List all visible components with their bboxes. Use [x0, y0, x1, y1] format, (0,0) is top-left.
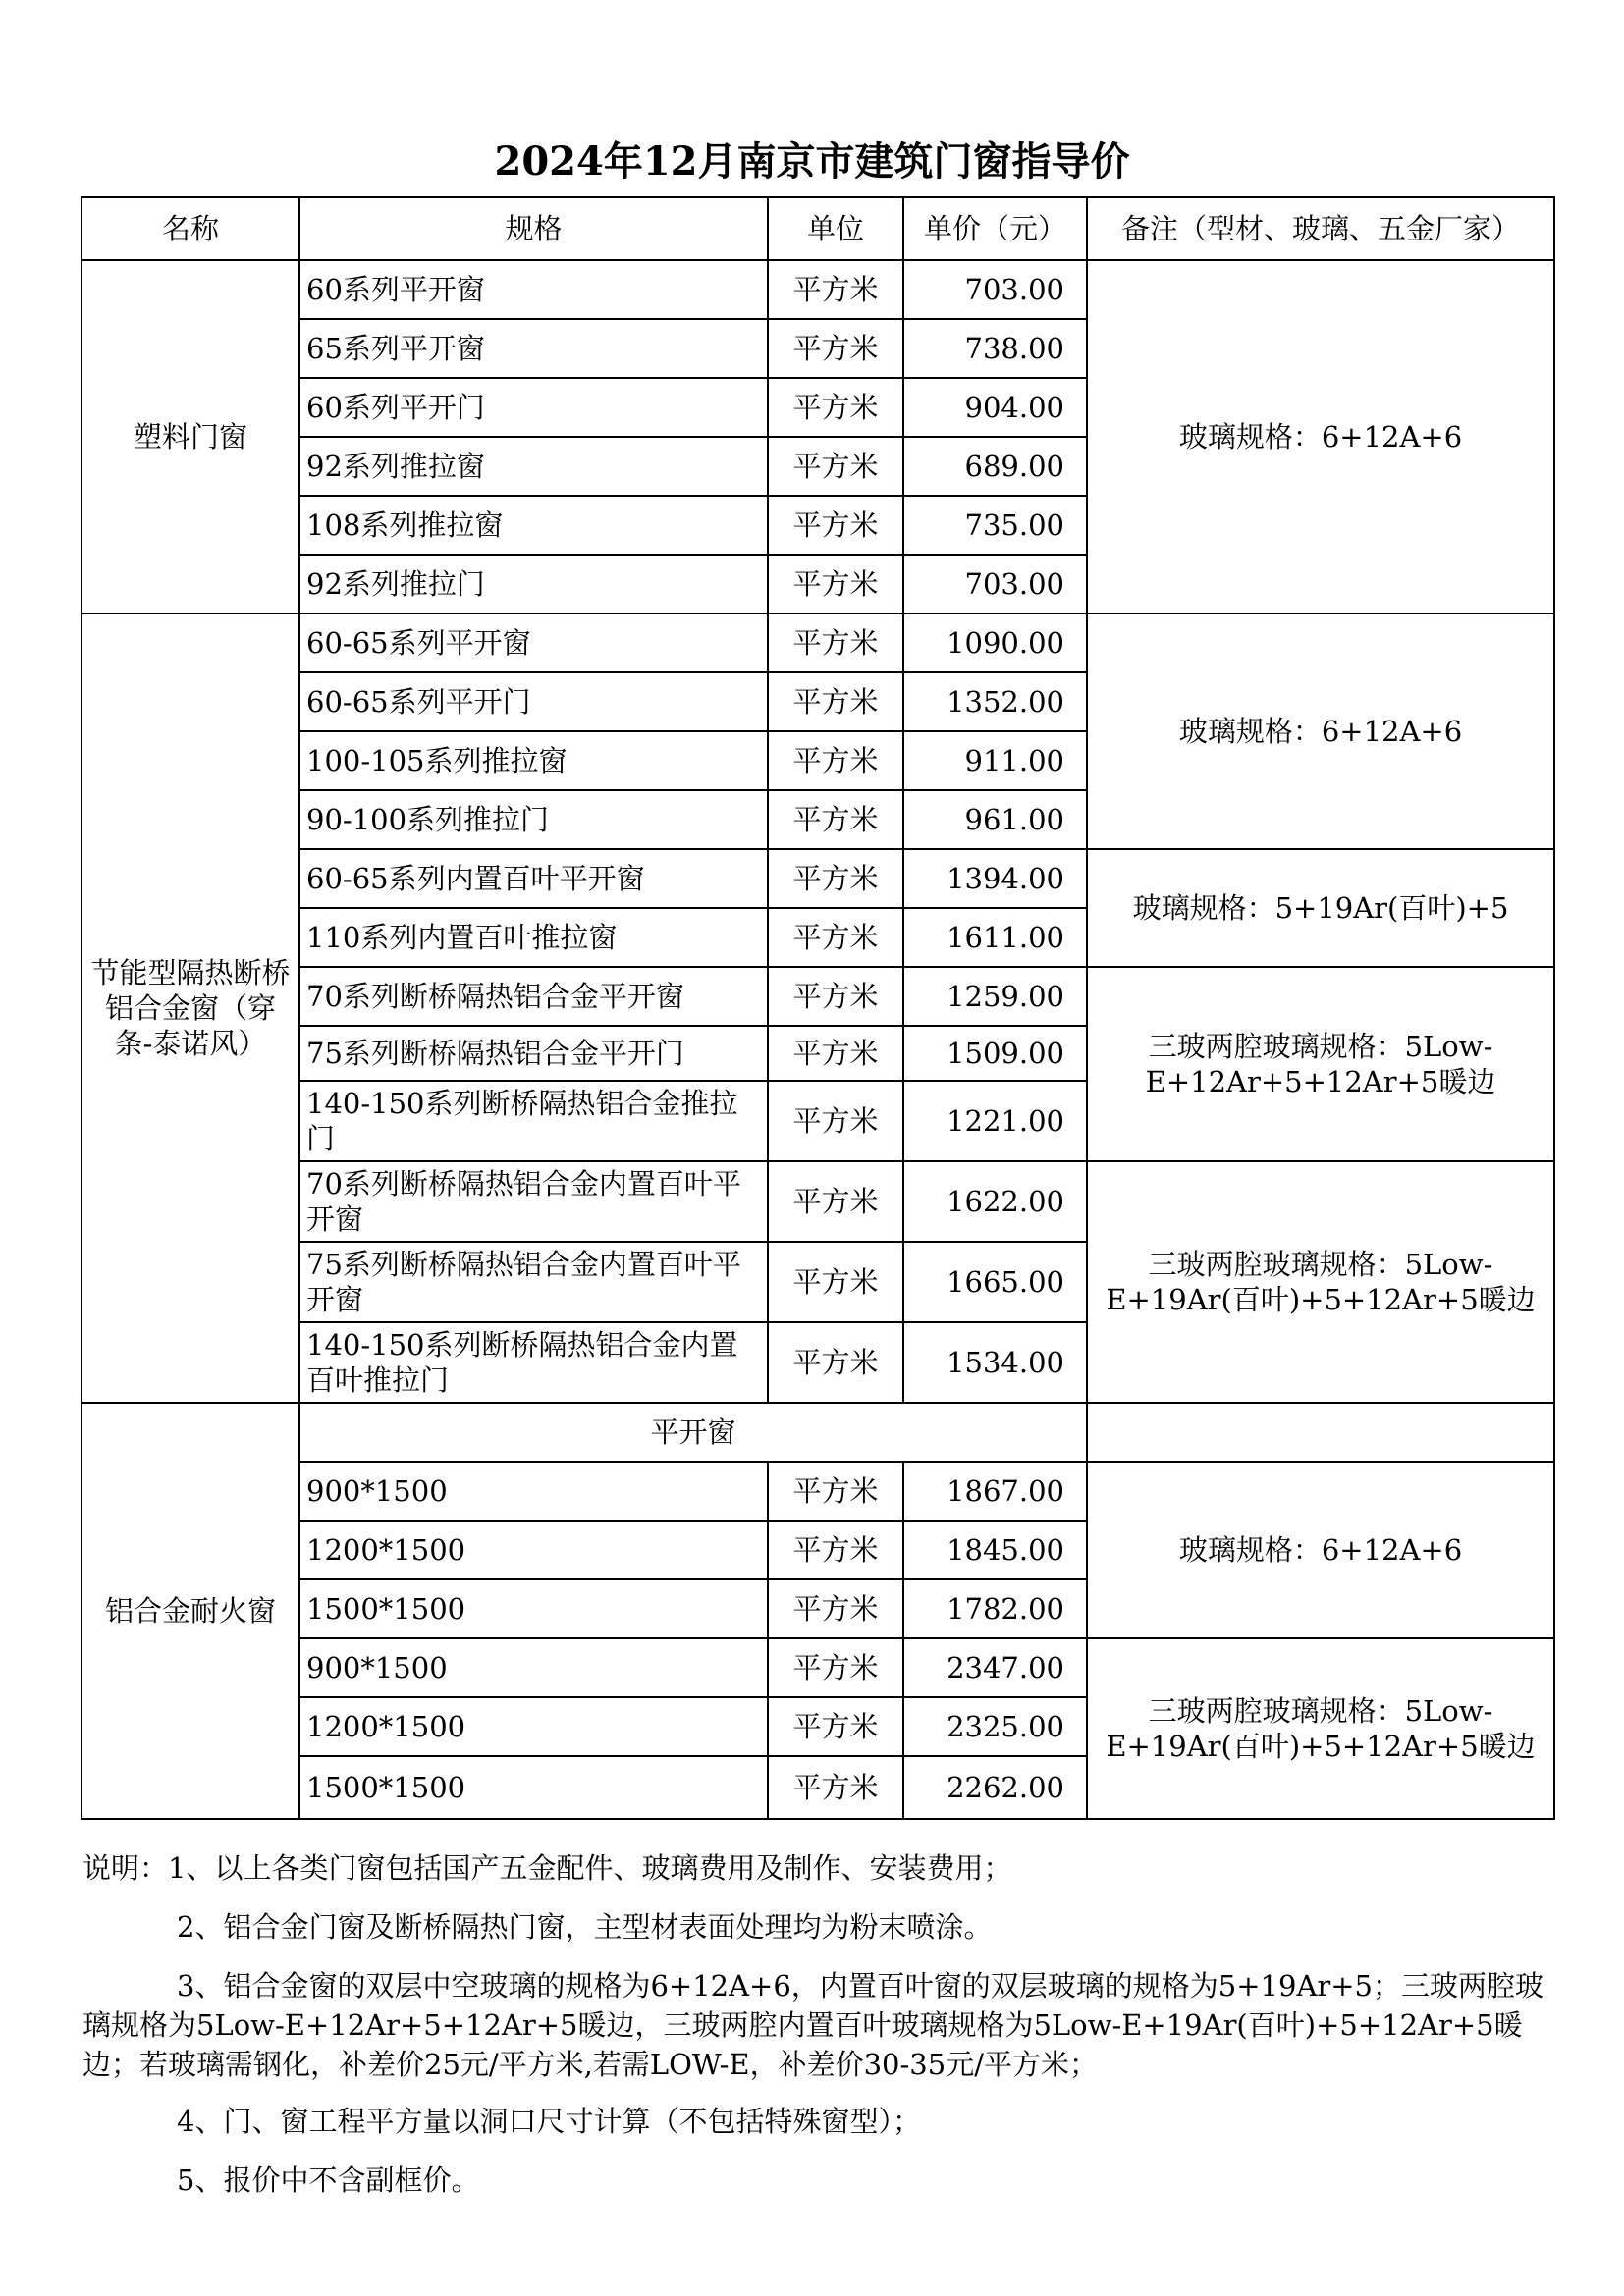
unit-cell: 平方米	[768, 1756, 903, 1819]
unit-cell: 平方米	[768, 496, 903, 555]
price-cell: 1665.00	[903, 1242, 1087, 1322]
remark-cell: 三玻两腔玻璃规格：5Low-E+19Ar(百叶)+5+12Ar+5暖边	[1087, 1161, 1554, 1403]
table-row	[81, 260, 1554, 319]
note-line: 5、报价中不含副框价。	[177, 2163, 480, 2197]
unit-cell: 平方米	[768, 1697, 903, 1756]
unit-cell: 平方米	[768, 1322, 903, 1403]
spec-cell: 108系列推拉窗	[299, 496, 768, 555]
price-cell: 1259.00	[903, 967, 1087, 1026]
price-cell: 2325.00	[903, 1697, 1087, 1756]
price-cell: 2347.00	[903, 1638, 1087, 1697]
price-cell: 2262.00	[903, 1756, 1087, 1819]
spec-cell: 65系列平开窗	[299, 319, 768, 378]
price-cell: 689.00	[903, 437, 1087, 496]
table-header-row	[81, 197, 1554, 260]
price-cell: 1352.00	[903, 672, 1087, 731]
header-remark: 备注（型材、玻璃、五金厂家）	[1087, 197, 1554, 260]
remark-cell: 三玻两腔玻璃规格：5Low-E+12Ar+5+12Ar+5暖边	[1087, 967, 1554, 1161]
table-row	[81, 1462, 1554, 1521]
unit-cell: 平方米	[768, 1242, 903, 1322]
remark-cell: 玻璃规格：6+12A+6	[1087, 1462, 1554, 1638]
spec-cell: 60-65系列平开门	[299, 672, 768, 731]
spec-cell: 1500*1500	[299, 1756, 768, 1819]
unit-cell: 平方米	[768, 378, 903, 437]
unit-cell: 平方米	[768, 1638, 903, 1697]
price-cell: 1090.00	[903, 614, 1087, 672]
unit-cell: 平方米	[768, 908, 903, 967]
spec-cell: 900*1500	[299, 1638, 768, 1697]
price-cell: 904.00	[903, 378, 1087, 437]
price-cell: 703.00	[903, 555, 1087, 614]
spec-cell: 900*1500	[299, 1462, 768, 1521]
spec-cell: 1500*1500	[299, 1579, 768, 1638]
unit-cell: 平方米	[768, 319, 903, 378]
price-cell: 1509.00	[903, 1026, 1087, 1081]
group-name-aluminum: 节能型隔热断桥铝合金窗（穿条-泰诺风）	[81, 614, 299, 1403]
unit-cell: 平方米	[768, 790, 903, 849]
price-cell: 1845.00	[903, 1521, 1087, 1579]
spec-cell: 70系列断桥隔热铝合金平开窗	[299, 967, 768, 1026]
unit-cell: 平方米	[768, 1579, 903, 1638]
header-unit: 单位	[768, 197, 903, 260]
table-row	[81, 614, 1554, 672]
spec-cell: 60-65系列内置百叶平开窗	[299, 849, 768, 908]
price-cell: 703.00	[903, 260, 1087, 319]
price-cell: 1534.00	[903, 1322, 1087, 1403]
group-name-fireproof: 铝合金耐火窗	[81, 1403, 299, 1819]
unit-cell: 平方米	[768, 849, 903, 908]
table-row	[81, 849, 1554, 908]
spec-cell: 60-65系列平开窗	[299, 614, 768, 672]
price-cell: 1867.00	[903, 1462, 1087, 1521]
notes-section	[82, 1848, 1545, 2219]
spec-cell: 110系列内置百叶推拉窗	[299, 908, 768, 967]
price-cell: 1622.00	[903, 1161, 1087, 1242]
table-row	[81, 1403, 1554, 1462]
unit-cell: 平方米	[768, 1161, 903, 1242]
page-title: 2024年12月南京市建筑门窗指导价	[494, 138, 1130, 185]
spec-cell: 90-100系列推拉门	[299, 790, 768, 849]
price-cell: 738.00	[903, 319, 1087, 378]
spec-cell: 75系列断桥隔热铝合金内置百叶平开窗	[299, 1242, 768, 1322]
spec-cell: 92系列推拉门	[299, 555, 768, 614]
price-cell: 961.00	[903, 790, 1087, 849]
note-line: 4、门、窗工程平方量以洞口尺寸计算（不包括特殊窗型）；	[177, 2105, 921, 2138]
table-row	[81, 967, 1554, 1026]
price-table	[81, 196, 1555, 1820]
spec-cell: 1200*1500	[299, 1697, 768, 1756]
table-row	[81, 1161, 1554, 1242]
price-cell: 1221.00	[903, 1081, 1087, 1161]
price-cell: 911.00	[903, 731, 1087, 790]
spec-cell: 60系列平开门	[299, 378, 768, 437]
spec-cell: 1200*1500	[299, 1521, 768, 1579]
spec-cell: 140-150系列断桥隔热铝合金内置百叶推拉门	[299, 1322, 768, 1403]
empty-remark-cell	[1087, 1403, 1554, 1462]
spec-cell: 70系列断桥隔热铝合金内置百叶平开窗	[299, 1161, 768, 1242]
remark-cell: 玻璃规格：5+19Ar(百叶)+5	[1087, 849, 1554, 967]
remark-cell: 三玻两腔玻璃规格：5Low-E+19Ar(百叶)+5+12Ar+5暖边	[1087, 1638, 1554, 1819]
spec-cell: 75系列断桥隔热铝合金平开门	[299, 1026, 768, 1081]
unit-cell: 平方米	[768, 1026, 903, 1081]
price-cell: 735.00	[903, 496, 1087, 555]
spec-cell: 140-150系列断桥隔热铝合金推拉门	[299, 1081, 768, 1161]
price-cell: 1611.00	[903, 908, 1087, 967]
note-line: 说明：1、以上各类门窗包括国产五金配件、玻璃费用及制作、安装费用；	[82, 1851, 1012, 1885]
unit-cell: 平方米	[768, 260, 903, 319]
unit-cell: 平方米	[768, 1521, 903, 1579]
unit-cell: 平方米	[768, 1081, 903, 1161]
unit-cell: 平方米	[768, 614, 903, 672]
group-name-plastic: 塑料门窗	[81, 260, 299, 614]
price-cell: 1394.00	[903, 849, 1087, 908]
header-spec: 规格	[299, 197, 768, 260]
price-cell: 1782.00	[903, 1579, 1087, 1638]
remark-cell: 玻璃规格：6+12A+6	[1087, 260, 1554, 614]
header-price: 单价（元）	[903, 197, 1087, 260]
unit-cell: 平方米	[768, 1462, 903, 1521]
unit-cell: 平方米	[768, 437, 903, 496]
remark-cell: 玻璃规格：6+12A+6	[1087, 614, 1554, 849]
unit-cell: 平方米	[768, 731, 903, 790]
unit-cell: 平方米	[768, 672, 903, 731]
note-line: 2、铝合金门窗及断桥隔热门窗，主型材表面处理均为粉末喷涂。	[177, 1910, 993, 1944]
note-line: 3、铝合金窗的双层中空玻璃的规格为6+12A+6，内置百叶窗的双层玻璃的规格为5+19Ar+5；三玻两腔玻璃规格为5Low-E+12Ar+5+12Ar+5暖边，三玻两腔内置百叶玻璃规格为5Low-E+19Ar(百叶)+5+12Ar+5暖边；若玻璃需钢化，补差价25元/平方米,若需LOW-E，补差价30-35元/平方米；	[82, 1969, 1544, 2081]
spec-cell: 100-105系列推拉窗	[299, 731, 768, 790]
unit-cell: 平方米	[768, 555, 903, 614]
spec-cell: 60系列平开窗	[299, 260, 768, 319]
table-row	[81, 1638, 1554, 1697]
spec-cell: 92系列推拉窗	[299, 437, 768, 496]
unit-cell: 平方米	[768, 967, 903, 1026]
subheader-cell: 平开窗	[299, 1403, 1087, 1462]
header-name: 名称	[81, 197, 299, 260]
